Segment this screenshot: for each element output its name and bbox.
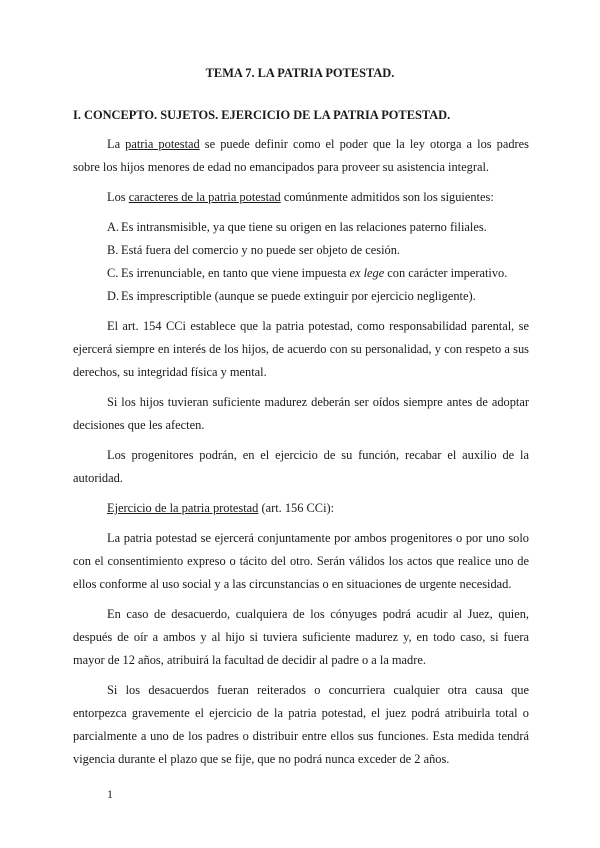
list-item: [73, 239, 529, 262]
section-heading: I. CONCEPTO. SUJETOS. EJERCICIO DE LA PATRIA POTESTAD.: [73, 108, 451, 122]
document-title: TEMA 7. LA PATRIA POTESTAD.: [205, 66, 395, 80]
underlined-term: caracteres de la patria potestad: [128, 190, 281, 204]
paragraph-caracteres: [73, 186, 529, 209]
caracteres-list: [73, 216, 529, 308]
list-item-text: Es irrenunciable, en tanto que viene impuesta: [121, 266, 350, 280]
paragraph-madurez: Si los hijos tuvieran suficiente madurez deberán ser oídos siempre antes de adoptar decisiones que les afecten.: [73, 395, 529, 432]
paragraph-conjunta: La patria potestad se ejercerá conjuntamente por ambos progenitores o por uno solo con el consentimiento expreso o tácito del otro. Serán válidos los actos que realice uno de ellos conforme al uso social y a las circunstancias o en situaciones de urgente necesidad.: [73, 531, 529, 591]
list-item: [73, 285, 529, 308]
list-item: [73, 216, 529, 239]
paragraph-definition: [73, 133, 529, 179]
list-item: [73, 262, 529, 285]
italic-term: ex lege: [349, 266, 385, 280]
paragraph-auxilio: Los progenitores podrán, en el ejercicio de su función, recabar el auxilio de la autoridad.: [73, 448, 529, 485]
text-fragment: Los: [107, 190, 129, 204]
text-fragment: se puede definir como el poder que la ley otorga a los padres sobre los hijos menores de edad no emancipados para proveer su asistencia integral.: [73, 137, 529, 174]
list-item-text: Está fuera del comercio y no puede ser objeto de cesión.: [121, 243, 401, 257]
list-marker: A.: [107, 220, 120, 234]
paragraph-reiterados: Si los desacuerdos fueran reiterados o concurriera cualquier otra causa que entorpezca gravemente el ejercicio de la patria potestad, el juez podrá atribuirla total o parcialmente a uno de los padres o distribuir entre ellos sus funciones. Esta medida tendrá vigencia durante el plazo que se fije, que no podrá nunca exceder de 2 años.: [73, 683, 529, 766]
paragraph-art-154: El art. 154 CCi establece que la patria potestad, como responsabilidad parental, se ejercerá siempre en interés de los hijos, de acuerdo con su personalidad, y con respeto a sus derechos, su integridad física y mental.: [73, 319, 529, 379]
list-item-text: Es imprescriptible (aunque se puede extinguir por ejercicio negligente).: [121, 289, 476, 303]
document-body: [73, 133, 529, 778]
text-fragment: comúnmente admitidos son los siguientes:: [280, 190, 494, 204]
list-item-text: con carácter imperativo.: [384, 266, 508, 280]
underlined-term: patria potestad: [125, 137, 200, 151]
list-item-text: Es intransmisible, ya que tiene su origen en las relaciones paterno filiales.: [121, 220, 487, 234]
list-marker: B.: [107, 243, 119, 257]
underlined-term: Ejercicio de la patria protestad: [107, 501, 259, 515]
paragraph-desacuerdo: En caso de desacuerdo, cualquiera de los cónyuges podrá acudir al Juez, quien, después de oír a ambos y al hijo si tuviera suficiente madurez y, en todo caso, si fuera mayor de 12 años, atribuirá la facultad de decidir al padre o a la madre.: [73, 607, 529, 667]
list-marker: D.: [107, 289, 120, 303]
page-number: 1: [107, 787, 113, 801]
paragraph-ejercicio-heading: [73, 497, 529, 520]
text-fragment: (art. 156 CCi):: [258, 501, 335, 515]
list-marker: C.: [107, 266, 119, 280]
text-fragment: La: [107, 137, 126, 151]
